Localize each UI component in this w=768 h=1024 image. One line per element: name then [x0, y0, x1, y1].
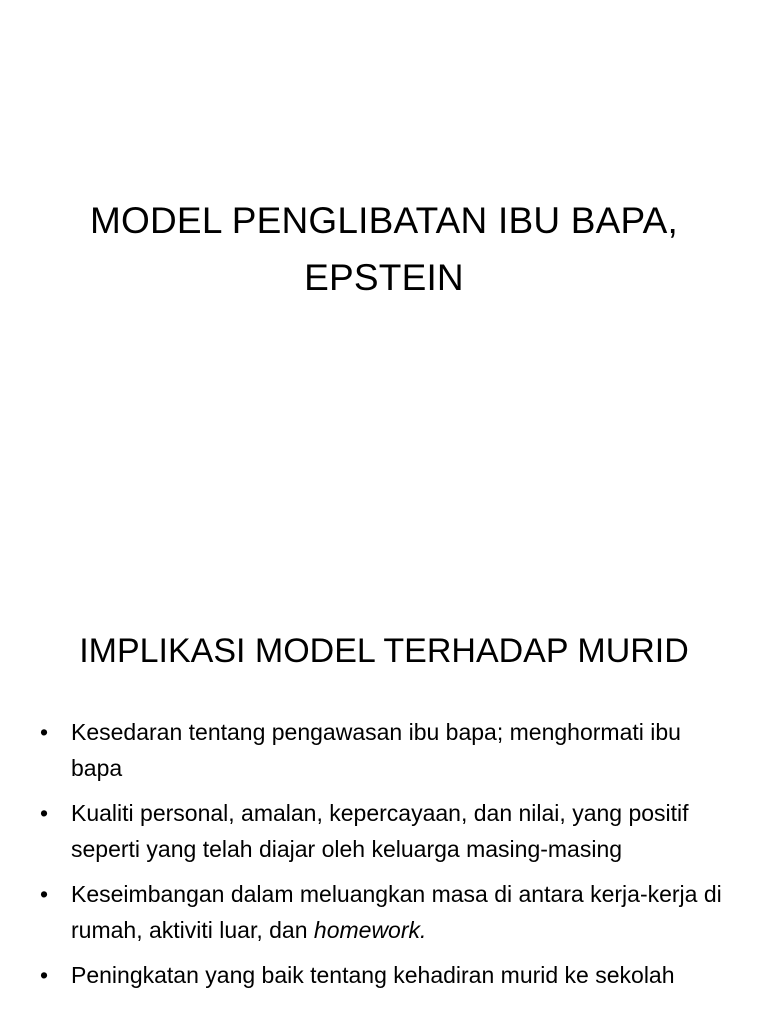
- bullet-text: Kualiti personal, amalan, kepercayaan, dan nilai, yang positif seperti yang telah diajar oleh keluarga masing-masing: [71, 800, 689, 862]
- bullet-text-italic: homework.: [313, 917, 427, 943]
- bullet-text: Peningkatan yang baik tentang kehadiran murid ke sekolah: [71, 962, 675, 988]
- bullet-item: [40, 876, 728, 948]
- title-line-2: EPSTEIN: [304, 257, 464, 298]
- slide-heading: IMPLIKASI MODEL TERHADAP MURID: [79, 632, 689, 670]
- bullet-list: [40, 714, 728, 1002]
- bullet-icon: •: [40, 962, 49, 988]
- bullet-icon: •: [40, 800, 49, 826]
- bullet-item: [40, 795, 728, 867]
- slide-title-heading: [40, 192, 728, 306]
- bullet-text: Keseimbangan dalam meluangkan masa di antara kerja-kerja di rumah, aktiviti luar, dan: [71, 881, 722, 943]
- bullet-item: [40, 957, 728, 993]
- slide-implications: [0, 576, 768, 1024]
- title-line-1: MODEL PENGLIBATAN IBU BAPA,: [90, 200, 678, 241]
- bullet-text: Kesedaran tentang pengawasan ibu bapa; menghormati ibu bapa: [71, 719, 681, 781]
- bullet-icon: •: [40, 719, 49, 745]
- bullet-icon: •: [40, 881, 49, 907]
- bullet-item: [40, 714, 728, 786]
